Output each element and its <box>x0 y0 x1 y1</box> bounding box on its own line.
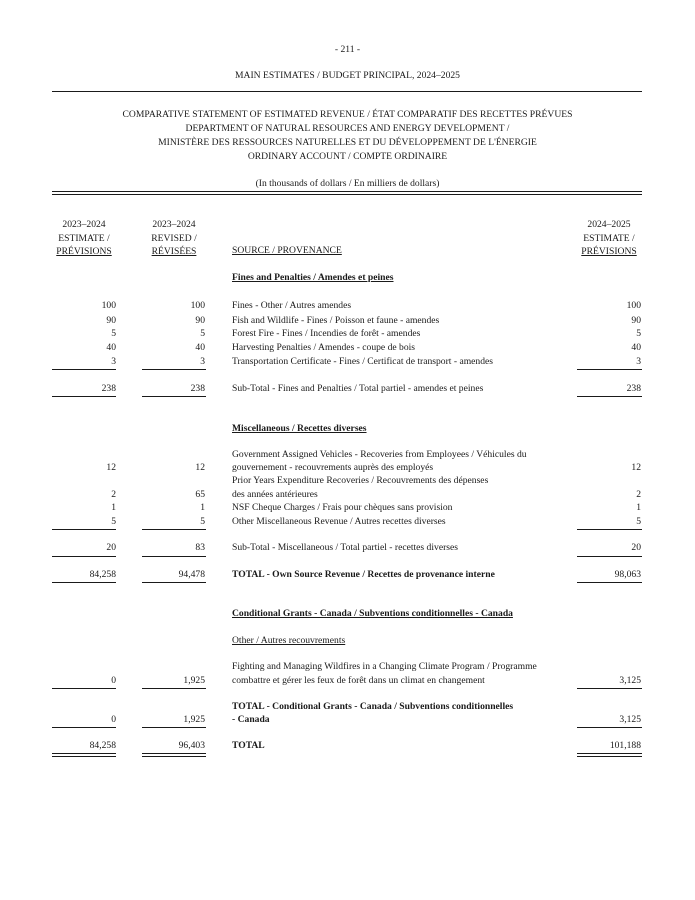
subsection-heading-other: Other / Autres recouvrements <box>232 635 346 646</box>
running-head: MAIN ESTIMATES / BUDGET PRINCIPAL, 2024–2025 <box>235 70 460 81</box>
column-header-2024-estimate: 2024–2025 ESTIMATE / PRÉVISIONS <box>581 219 637 257</box>
subtotal-rule <box>52 396 116 397</box>
column-header-2023-estimate: 2023–2024 ESTIMATE / PRÉVISIONS <box>56 219 112 257</box>
subtotal-rule <box>577 529 642 530</box>
subtotal-rule <box>577 369 642 370</box>
column-header-source: SOURCE / PROVENANCE <box>232 245 342 256</box>
double-rule-bottom <box>577 756 642 757</box>
subtotal-rule <box>52 556 116 557</box>
total-rule <box>142 582 206 583</box>
total-rule <box>577 727 642 728</box>
double-rule-bottom <box>52 756 116 757</box>
section-heading-fines: Fines and Penalties / Amendes et peines <box>232 272 394 283</box>
subtotal-rule <box>142 688 206 689</box>
double-rule-bottom <box>142 756 206 757</box>
column-header-2023-revised: 2023–2024 REVISED / RÉVISÉES <box>151 219 197 257</box>
double-rule-top <box>142 753 206 754</box>
subtotal-rule <box>52 529 116 530</box>
title-line-3: MINISTÈRE DES RESSOURCES NATURELLES ET DU DÉVELOPPEMENT DE L'ÉNERGIE <box>158 137 537 148</box>
section-heading-misc: Miscellaneous / Recettes diverses <box>232 423 367 434</box>
subtotal-rule <box>52 369 116 370</box>
subtotal-rule <box>142 529 206 530</box>
section-heading-grants: Conditional Grants - Canada / Subventions conditionnelles - Canada <box>232 608 513 619</box>
subtotal-rule <box>577 688 642 689</box>
units-note: (In thousands of dollars / En milliers de dollars) <box>255 178 440 189</box>
total-rule <box>52 727 116 728</box>
units-rule-bottom <box>52 194 642 195</box>
total-rule <box>52 582 116 583</box>
total-rule <box>142 727 206 728</box>
subtotal-rule <box>142 556 206 557</box>
title-line-1: COMPARATIVE STATEMENT OF ESTIMATED REVENUE / ÉTAT COMPARATIF DES RECETTES PRÉVUES <box>122 109 573 120</box>
units-rule-top <box>52 191 642 192</box>
subtotal-rule <box>577 556 642 557</box>
subtotal-rule <box>52 688 116 689</box>
header-rule <box>52 91 642 92</box>
page-number: - 211 - <box>334 44 361 55</box>
double-rule-top <box>577 753 642 754</box>
subtotal-rule <box>577 396 642 397</box>
subtotal-rule <box>142 396 206 397</box>
subtotal-rule <box>142 369 206 370</box>
budget-page: - 211 - MAIN ESTIMATES / BUDGET PRINCIPAL, 2024–2025 COMPARATIVE STATEMENT OF ESTIMATED REVENUE / ÉTAT COMPARATIF DES RECETTES PRÉVUES DEPARTMENT OF NATURAL RESOURCES AND ENERGY DEVELOPMENT / MINISTÈRE DES RESSOURCES NATURELLES ET DU DÉVELOPPEMENT DE L'ÉNERGIE ORDINARY ACCOUNT / COMPTE ORDINAIRE (In thousands of dollars / En milliers de dollars) 2023–2024 ESTIMATE / PRÉVISIONS 2023–2024 REVISED / RÉVISÉES SOURCE / PROVENANCE 2024–2025 ESTIMATE / PRÉVISIONS Fines and Penalties / Amendes et peines 100 100 Fines - Other / Autres amendes 100 90 90 Fish and Wildlife - Fines / Poisson et faune - amendes 90 5 5 Forest Fire - Fines / Incendies de forêt - amendes 5 40 40 Harvesting Penalties / Amendes - coupe de bois 40 3 3 Transportation Certificate - Fines / Certificat de transport - amendes 3 238 238 Sub-Total - Fines and Penalties / Total partiel - amendes et peines 238 Miscellaneous / Recettes diverses Government Assigned Vehicles - Recoveries from Employees / Véhicules du 12 12 gouvernement - recouvrements auprès des employés 12 Prior Years Expenditure Recoveries / Recouvrements des dépenses 2 65 des années antérieures 2 1 1 NSF Cheque Charges / Frais pour chèques sans provision 1 5 5 Other Miscellaneous Revenue / Autres recettes diverses 5 20 83 Sub-Total - Miscellaneous / Total partiel - recettes diverses 20 84,258 94,478 TOTAL - Own Source Revenue / Recettes de provenance interne 98,063 Conditional Grants - Canada / Subventions conditionnelles - Canada Other / Autres recouvrements Fighting and Managing Wildfires in a Changing Climate Program / Programme 0 1,925 combattre et gérer les feux de forêt dans un climat en changement 3,125 TOTAL - Conditional Grants - Canada / Subventions conditionnelles 0 1,925 - Canada 3,125 84,258 96,403 TOTAL 101,188 <box>0 0 695 900</box>
double-rule-top <box>52 753 116 754</box>
total-rule <box>577 582 642 583</box>
title-line-2: DEPARTMENT OF NATURAL RESOURCES AND ENERGY DEVELOPMENT / <box>185 123 510 134</box>
title-line-4: ORDINARY ACCOUNT / COMPTE ORDINAIRE <box>247 151 448 162</box>
